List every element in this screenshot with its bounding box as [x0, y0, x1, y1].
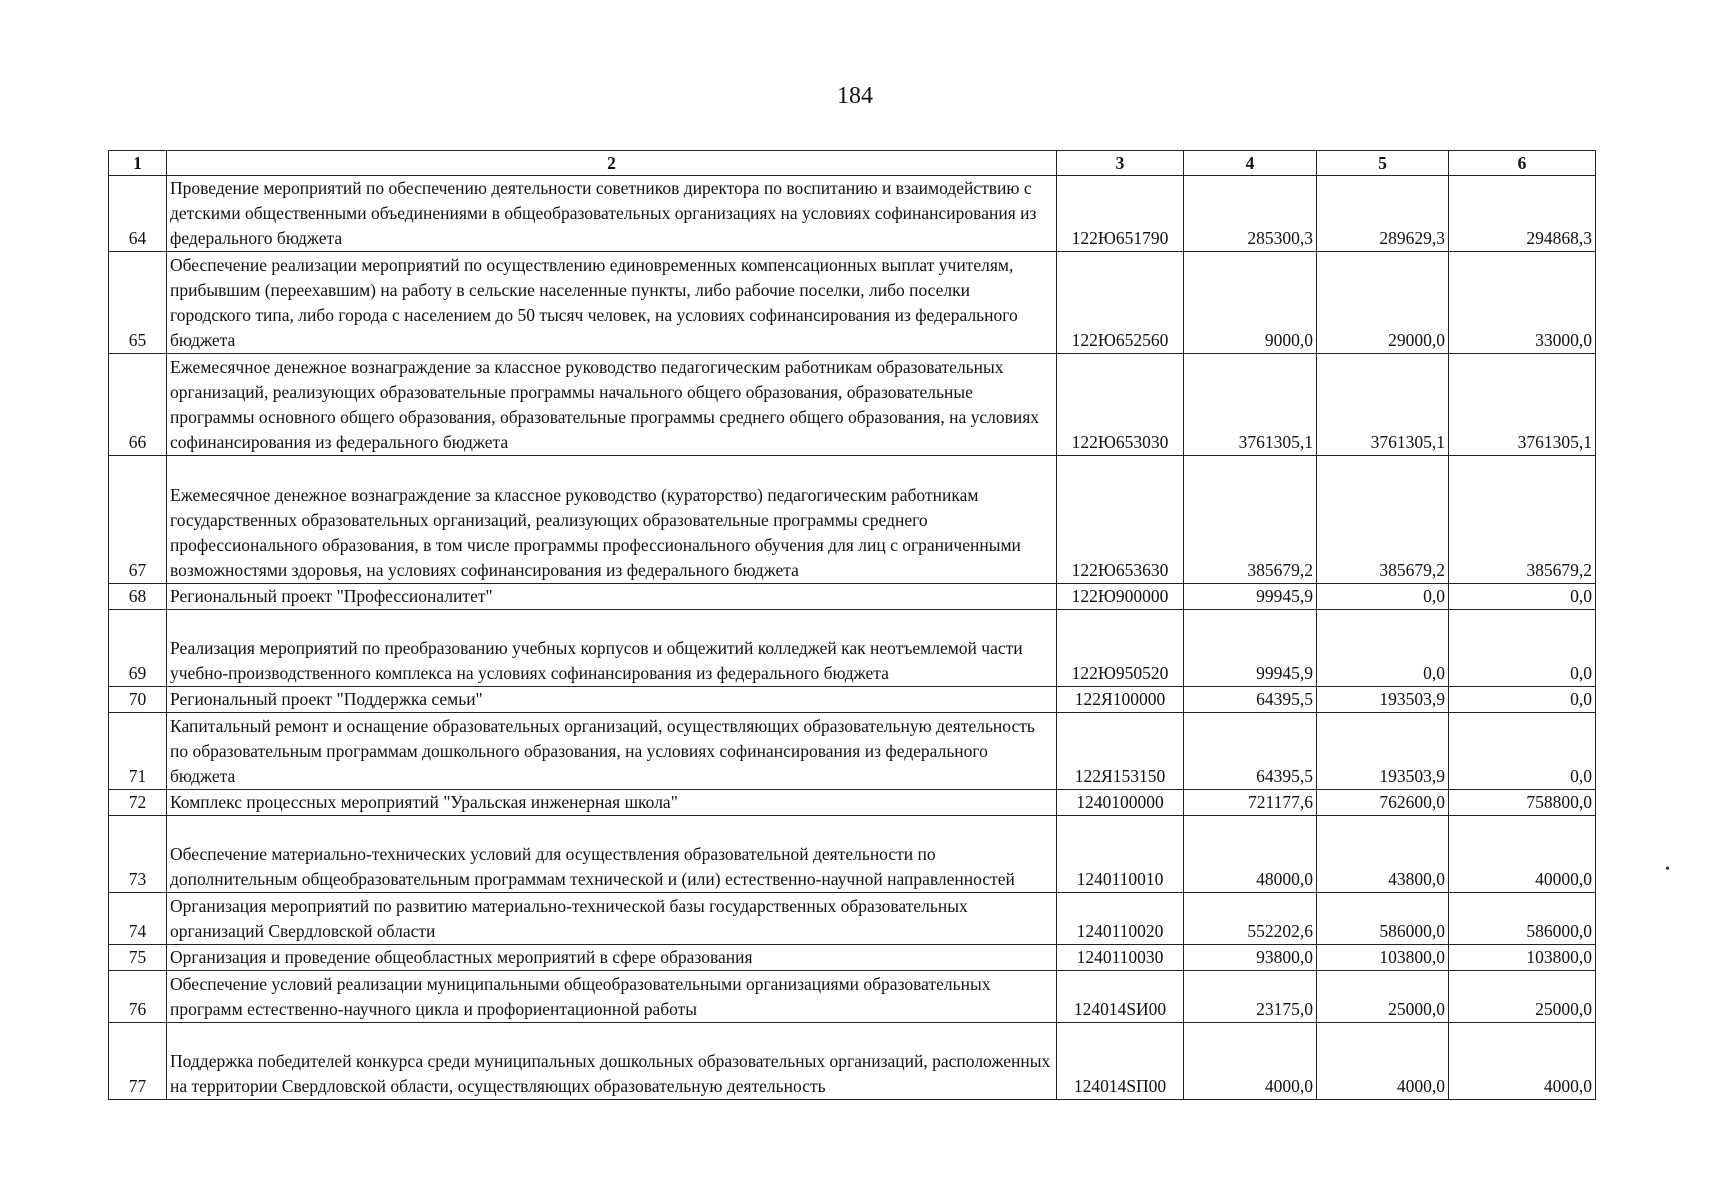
- row-number: 73: [109, 816, 167, 893]
- row-code: 1240110020: [1057, 893, 1184, 945]
- table-row: [109, 971, 1596, 1023]
- table-row: [109, 816, 1596, 893]
- row-value-col4: 64395,5: [1184, 687, 1317, 713]
- row-number: 77: [109, 1023, 167, 1100]
- row-code: 122Ю651790: [1057, 176, 1184, 252]
- row-code: 122Ю653630: [1057, 456, 1184, 584]
- row-value-col6: 385679,2: [1449, 456, 1596, 584]
- row-value-col6: 0,0: [1449, 584, 1596, 610]
- row-description: Региональный проект "Поддержка семьи": [167, 687, 1057, 713]
- row-number: 74: [109, 893, 167, 945]
- row-number: 75: [109, 945, 167, 971]
- row-number: 68: [109, 584, 167, 610]
- row-value-col4: 9000,0: [1184, 252, 1317, 354]
- row-number: 72: [109, 790, 167, 816]
- row-description: Обеспечение материально-технических условий для осуществления образовательной деятельности по дополнительным общеобразовательным программам технической и (или) естественно-научной направленностей: [167, 816, 1057, 893]
- row-number: 66: [109, 354, 167, 456]
- table-row: [109, 790, 1596, 816]
- row-description: Организация и проведение общеобластных мероприятий в сфере образования: [167, 945, 1057, 971]
- row-description: Региональный проект "Профессионалитет": [167, 584, 1057, 610]
- row-value-col4: 721177,6: [1184, 790, 1317, 816]
- table-row: [109, 687, 1596, 713]
- table-header-row: [109, 151, 1596, 176]
- row-description: Ежемесячное денежное вознаграждение за классное руководство педагогическим работникам образовательных организаций, реализующих образовательные программы начального общего образования, образовательные программы основного общего образования, образовательные программы среднего общего образования, на условиях софинансирования из федерального бюджета: [167, 354, 1057, 456]
- row-value-col4: 48000,0: [1184, 816, 1317, 893]
- row-value-col6: 758800,0: [1449, 790, 1596, 816]
- row-code: 122Ю652560: [1057, 252, 1184, 354]
- row-number: 67: [109, 456, 167, 584]
- table-row: [109, 893, 1596, 945]
- header-col-2: 2: [167, 151, 1057, 176]
- row-code: 1240110030: [1057, 945, 1184, 971]
- table-row: [109, 1023, 1596, 1100]
- row-value-col5: 103800,0: [1317, 945, 1449, 971]
- row-description: Ежемесячное денежное вознаграждение за классное руководство (кураторство) педагогическим работникам государственных образовательных организаций, реализующих образовательные программы среднего профессионального образования, в том числе программы профессионального обучения для лиц с ограниченными возможностями здоровья, на условиях софинансирования из федерального бюджета: [167, 456, 1057, 584]
- row-description: Проведение мероприятий по обеспечению деятельности советников директора по воспитанию и взаимодействию с детскими общественными объединениями в общеобразовательных организациях на условиях софинансирования из федерального бюджета: [167, 176, 1057, 252]
- row-value-col4: 285300,3: [1184, 176, 1317, 252]
- table-row: [109, 456, 1596, 584]
- header-col-6: 6: [1449, 151, 1596, 176]
- row-value-col5: 385679,2: [1317, 456, 1449, 584]
- row-value-col4: 99945,9: [1184, 584, 1317, 610]
- row-value-col4: 99945,9: [1184, 610, 1317, 687]
- table-row: [109, 176, 1596, 252]
- header-col-1: 1: [109, 151, 167, 176]
- header-col-3: 3: [1057, 151, 1184, 176]
- table-row: [109, 354, 1596, 456]
- header-col-5: 5: [1317, 151, 1449, 176]
- row-value-col4: 64395,5: [1184, 713, 1317, 790]
- table-row: [109, 584, 1596, 610]
- row-value-col4: 23175,0: [1184, 971, 1317, 1023]
- row-value-col5: 289629,3: [1317, 176, 1449, 252]
- row-value-col5: 193503,9: [1317, 687, 1449, 713]
- row-value-col4: 385679,2: [1184, 456, 1317, 584]
- table-row: [109, 252, 1596, 354]
- row-value-col4: 552202,6: [1184, 893, 1317, 945]
- row-code: 122Ю900000: [1057, 584, 1184, 610]
- row-value-col4: 3761305,1: [1184, 354, 1317, 456]
- row-code: 122Ю653030: [1057, 354, 1184, 456]
- row-value-col6: 3761305,1: [1449, 354, 1596, 456]
- row-value-col4: 4000,0: [1184, 1023, 1317, 1100]
- row-number: 70: [109, 687, 167, 713]
- row-code: 1240100000: [1057, 790, 1184, 816]
- row-number: 64: [109, 176, 167, 252]
- row-description: Поддержка победителей конкурса среди муниципальных дошкольных образовательных организаций, расположенных на территории Свердловской области, осуществляющих образовательную деятельность: [167, 1023, 1057, 1100]
- row-description: Комплекс процессных мероприятий "Уральская инженерная школа": [167, 790, 1057, 816]
- row-value-col5: 0,0: [1317, 610, 1449, 687]
- row-description: Капитальный ремонт и оснащение образовательных организаций, осуществляющих образовательную деятельность по образовательным программам дошкольного образования, на условиях софинансирования из федерального бюджета: [167, 713, 1057, 790]
- row-value-col6: 294868,3: [1449, 176, 1596, 252]
- row-value-col5: 0,0: [1317, 584, 1449, 610]
- row-code: 124014SИ00: [1057, 971, 1184, 1023]
- page-number: 184: [837, 83, 873, 109]
- row-number: 69: [109, 610, 167, 687]
- row-value-col6: 4000,0: [1449, 1023, 1596, 1100]
- row-value-col6: 586000,0: [1449, 893, 1596, 945]
- row-value-col5: 43800,0: [1317, 816, 1449, 893]
- row-value-col6: 0,0: [1449, 713, 1596, 790]
- margin-mark: •: [1665, 862, 1670, 877]
- row-code: 122Ю950520: [1057, 610, 1184, 687]
- row-value-col5: 193503,9: [1317, 713, 1449, 790]
- row-number: 71: [109, 713, 167, 790]
- row-value-col5: 25000,0: [1317, 971, 1449, 1023]
- row-value-col5: 586000,0: [1317, 893, 1449, 945]
- row-code: 1240110010: [1057, 816, 1184, 893]
- table-row: [109, 610, 1596, 687]
- row-value-col6: 0,0: [1449, 610, 1596, 687]
- row-value-col6: 0,0: [1449, 687, 1596, 713]
- row-code: 124014SП00: [1057, 1023, 1184, 1100]
- header-col-4: 4: [1184, 151, 1317, 176]
- row-value-col5: 4000,0: [1317, 1023, 1449, 1100]
- row-description: Реализация мероприятий по преобразованию учебных корпусов и общежитий колледжей как неотъемлемой части учебно-производственного комплекса на условиях софинансирования из федерального бюджета: [167, 610, 1057, 687]
- row-value-col6: 33000,0: [1449, 252, 1596, 354]
- row-value-col5: 762600,0: [1317, 790, 1449, 816]
- row-value-col5: 3761305,1: [1317, 354, 1449, 456]
- table-row: [109, 945, 1596, 971]
- row-value-col6: 25000,0: [1449, 971, 1596, 1023]
- row-value-col5: 29000,0: [1317, 252, 1449, 354]
- row-description: Обеспечение условий реализации муниципальными общеобразовательными организациями образовательных программ естественно-научного цикла и профориентационной работы: [167, 971, 1057, 1023]
- row-number: 76: [109, 971, 167, 1023]
- row-description: Организация мероприятий по развитию материально-технической базы государственных образовательных организаций Свердловской области: [167, 893, 1057, 945]
- row-description: Обеспечение реализации мероприятий по осуществлению единовременных компенсационных выплат учителям, прибывшим (переехавшим) на работу в сельские населенные пункты, либо рабочие поселки, либо поселки городского типа, либо города с населением до 50 тысяч человек, на условиях софинансирования из федерального бюджета: [167, 252, 1057, 354]
- table-row: [109, 713, 1596, 790]
- row-code: 122Я100000: [1057, 687, 1184, 713]
- budget-table: [108, 150, 1596, 1100]
- row-value-col6: 40000,0: [1449, 816, 1596, 893]
- row-value-col6: 103800,0: [1449, 945, 1596, 971]
- row-code: 122Я153150: [1057, 713, 1184, 790]
- row-number: 65: [109, 252, 167, 354]
- row-value-col4: 93800,0: [1184, 945, 1317, 971]
